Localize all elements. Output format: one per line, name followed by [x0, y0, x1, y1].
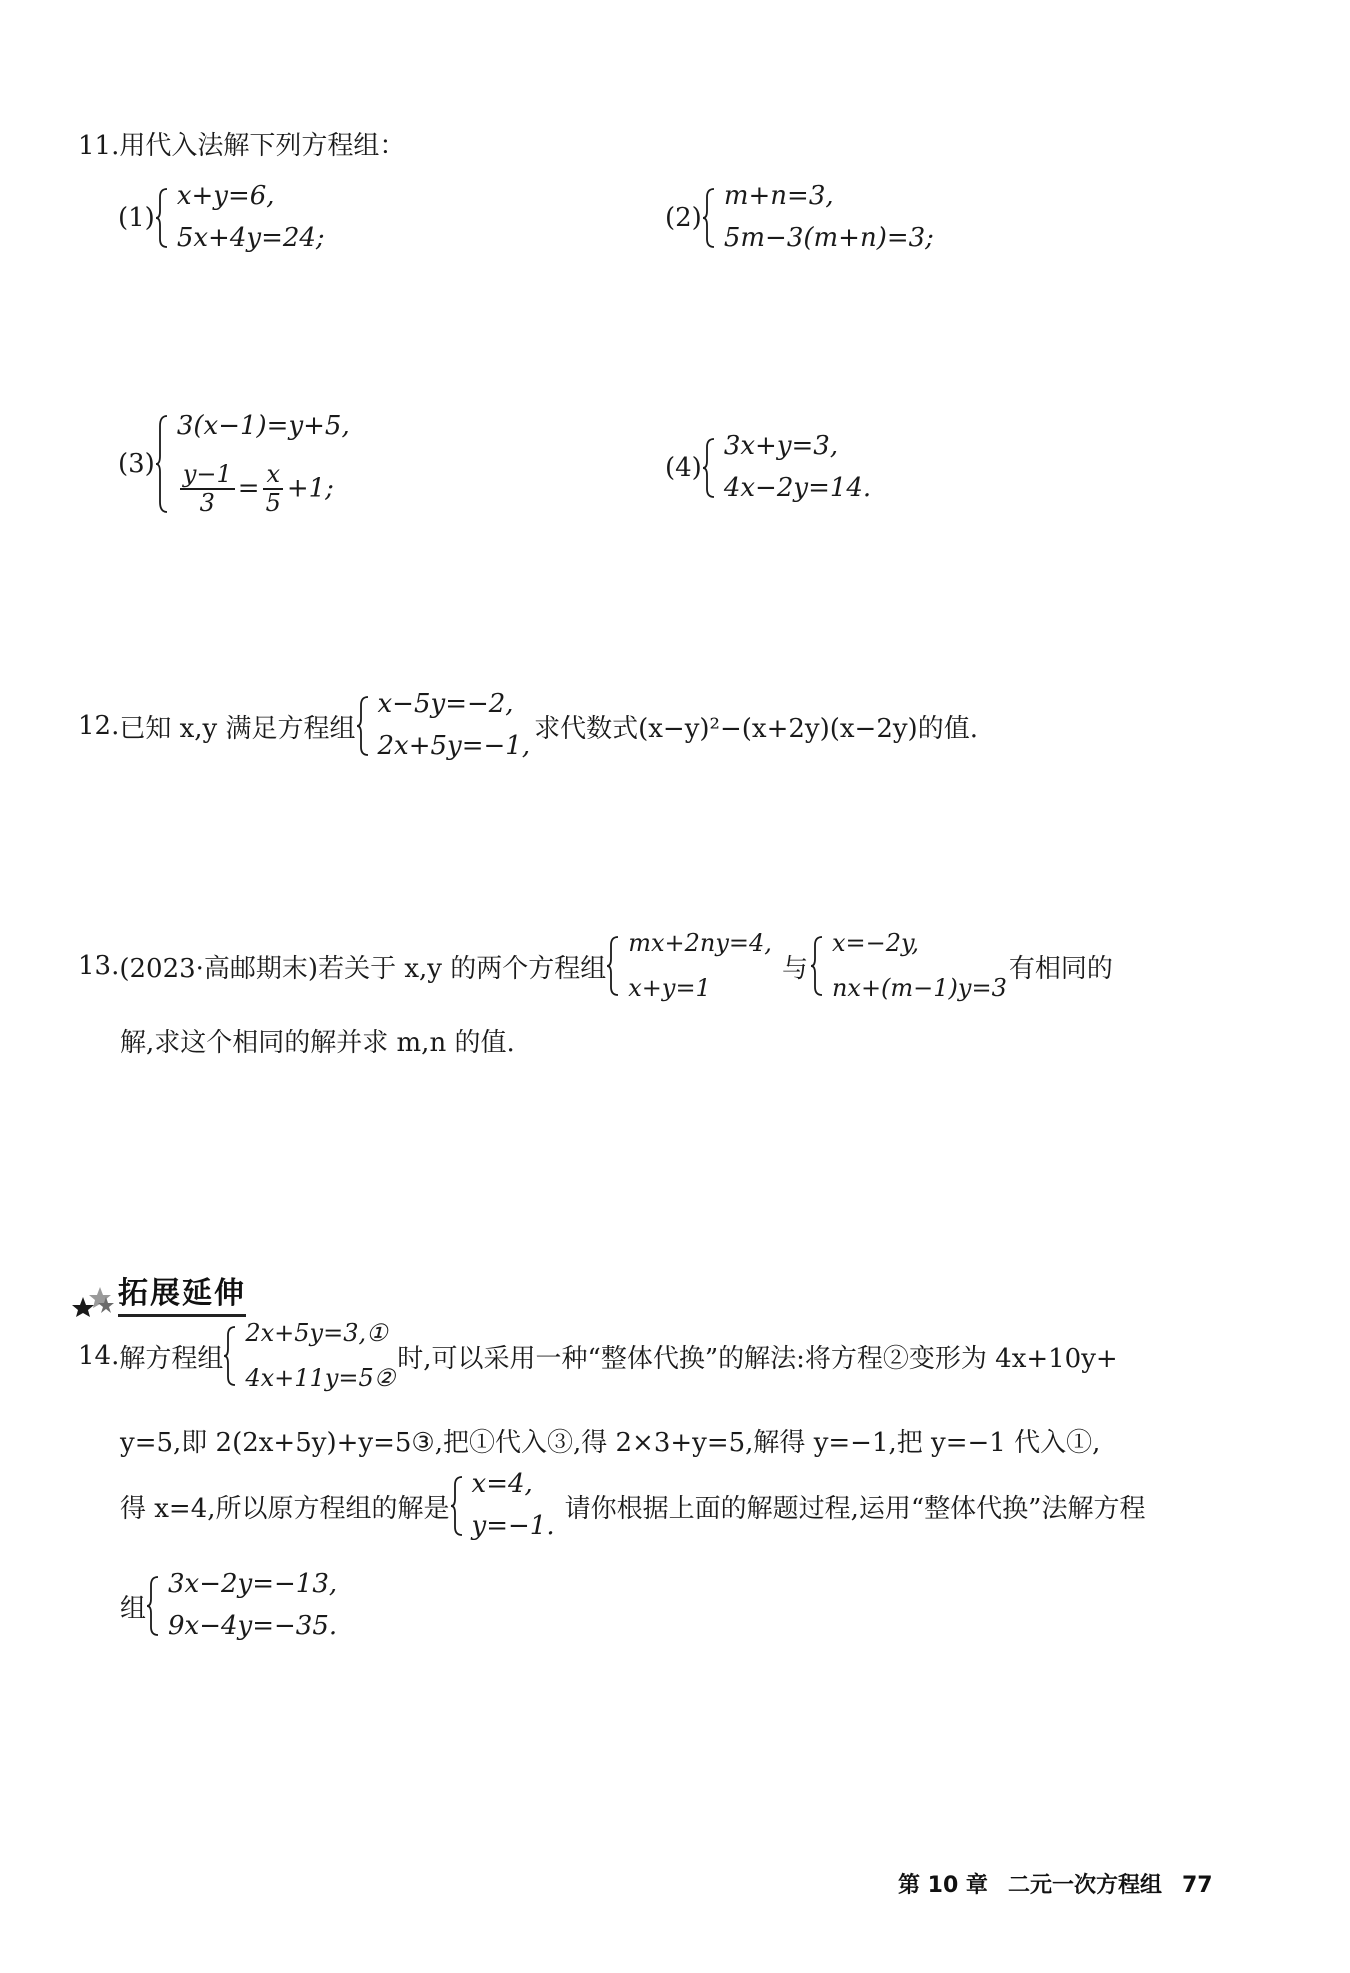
fraction [263, 461, 284, 518]
q12 [78, 688, 978, 764]
q11-part2-eq2: 5m−3(m+n)=3; [723, 223, 934, 254]
stars-icon [70, 1283, 116, 1317]
q13-sysA-eq1: mx+2ny=4, [628, 929, 772, 957]
q12-label: 12. [78, 711, 120, 741]
q11-part2-tag: (2) [665, 203, 702, 233]
q14-line3-post: 请你根据上面的解题过程,运用“整体代换”法解方程 [564, 1493, 1146, 1524]
q11-part1-eq2: 5x+4y=24; [176, 223, 325, 254]
q14-final-eq1: 3x−2y=−13, [168, 1569, 338, 1599]
page-number: 77 [1181, 1873, 1213, 1898]
page-footer [898, 1868, 1213, 1899]
denominator: 5 [265, 489, 281, 518]
q13-line1 [78, 928, 1113, 1004]
q11-part3-tag: (3) [118, 449, 155, 479]
q13-line2: 解,求这个相同的解并求 m,n 的值. [120, 1028, 515, 1058]
q14-line3-pre: 得 x=4,所以原方程组的解是 [120, 1493, 450, 1524]
q11-part2-eq1: m+n=3, [723, 181, 834, 211]
q11-part4-eq2: 4x−2y=14. [723, 473, 872, 504]
q14-line4 [120, 1568, 337, 1644]
q11-part1-eq1: x+y=6, [176, 181, 275, 211]
equals-sign: = [237, 473, 260, 504]
q14-line2: y=5,即 2(2x+5y)+y=5③,把①代入③,得 2×3+y=5,解得 y=−1,把 y=−1 代入①, [120, 1428, 1101, 1458]
q11-prompt [78, 125, 405, 162]
q11-part1-tag: (1) [118, 203, 155, 233]
q14-line1 [78, 1318, 1118, 1394]
q11-part4 [665, 430, 871, 506]
q14-line3 [120, 1468, 1145, 1544]
footer-chapter: 第 10 章 [898, 1873, 988, 1898]
denominator: 3 [199, 489, 215, 518]
q14-eq2: 4x+11y=5② [245, 1363, 396, 1392]
q11-part4-tag: (4) [665, 453, 702, 483]
fraction [180, 461, 235, 518]
equation-end: +1; [286, 473, 334, 504]
q12-eq1: x−5y=−2, [377, 689, 514, 719]
q14-post1: 时,可以采用一种“整体代换”的解法:将方程②变形为 4x+10y+ [397, 1343, 1118, 1374]
brace [155, 414, 169, 514]
brace [155, 187, 169, 249]
q13-sysA-eq2: x+y=1 [628, 973, 711, 1002]
q13-sysB-eq1: x=−2y, [831, 929, 919, 957]
q14-label: 14. [78, 1341, 120, 1371]
q14-eq1: 2x+5y=3,① [245, 1319, 388, 1347]
q11-label: 11. [78, 131, 120, 161]
q13-mid: 与 [781, 953, 808, 984]
q14-line4-pre: 组 [120, 1593, 147, 1624]
q11-part3-eq1: 3(x−1)=y+5, [176, 411, 350, 441]
q12-eq2: 2x+5y=−1, [377, 731, 531, 762]
brace [810, 935, 824, 997]
q13-sysB-eq2: nx+(m−1)y=3 [831, 973, 1007, 1002]
numerator: x [263, 461, 283, 491]
q11-part3 [118, 410, 350, 518]
brace [223, 1325, 237, 1387]
q14-sol-eq2: y=−1. [471, 1511, 555, 1542]
q12-pre: 已知 x,y 满足方程组 [119, 713, 356, 744]
q11-part4-eq1: 3x+y=3, [723, 431, 839, 461]
brace [702, 437, 716, 499]
section-heading [70, 1268, 246, 1317]
brace [702, 187, 716, 249]
q14-final-eq2: 9x−4y=−35. [168, 1611, 338, 1642]
brace [450, 1475, 464, 1537]
q13-post: 有相同的 [1008, 953, 1113, 984]
section-title: 拓展延伸 [118, 1268, 246, 1317]
q11-part2 [665, 180, 934, 256]
brace [146, 1575, 160, 1637]
q13-label: 13. [78, 951, 120, 981]
q13-pre: (2023·高邮期末)若关于 x,y 的两个方程组 [119, 953, 607, 984]
numerator: y−1 [180, 461, 235, 491]
brace [356, 695, 370, 757]
footer-title: 二元一次方程组 [1007, 1873, 1162, 1898]
q14-pre: 解方程组 [119, 1343, 224, 1374]
q12-post: 求代数式(x−y)²−(x+2y)(x−2y)的值. [534, 713, 978, 744]
q11-text: 用代入法解下列方程组： [119, 131, 406, 161]
brace [606, 935, 620, 997]
q11-part3-eq2 [177, 461, 350, 518]
q11-part1 [118, 180, 325, 256]
q14-sol-eq1: x=4, [471, 1469, 533, 1499]
